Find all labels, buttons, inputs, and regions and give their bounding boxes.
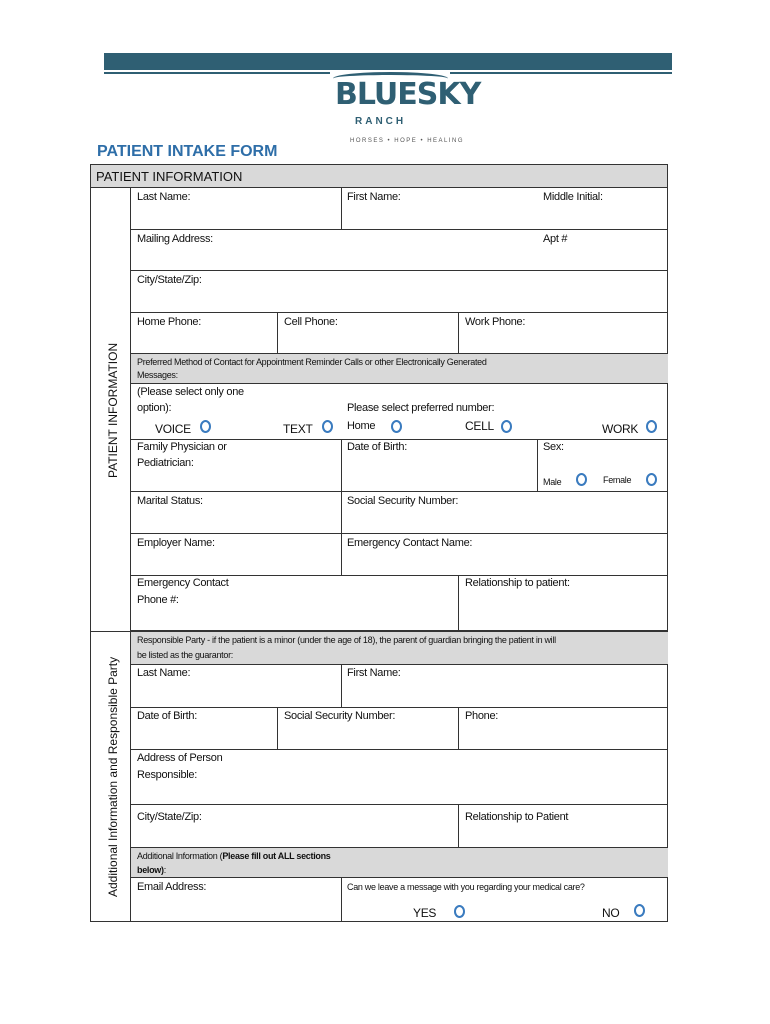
row-responsible-city xyxy=(131,805,668,848)
leave-message-label: Can we leave a message with you regarding your medical care? xyxy=(347,882,585,892)
voice-radio[interactable] xyxy=(200,420,211,433)
header-bar xyxy=(104,53,672,70)
responsible-party-header xyxy=(131,631,668,665)
row-email xyxy=(131,878,668,921)
contact-method-header-line1: Preferred Method of Contact for Appointment Reminder Calls or other Electronically Generated xyxy=(137,357,487,367)
female-radio[interactable] xyxy=(646,473,657,486)
yes-radio[interactable] xyxy=(454,905,465,918)
row-responsible-address xyxy=(131,750,668,805)
cell-radio[interactable] xyxy=(501,420,512,433)
responsible-first-name-label: First Name: xyxy=(347,667,401,679)
emergency-phone-line2: Phone #: xyxy=(137,594,179,606)
no-radio[interactable] xyxy=(634,904,645,917)
home-option-label: Home xyxy=(347,420,376,432)
row-emergency-phone xyxy=(131,576,668,631)
form-title: PATIENT INTAKE FORM xyxy=(97,143,278,160)
select-one-line1: (Please select only one xyxy=(137,386,244,398)
sex-label: Sex: xyxy=(543,441,564,453)
work-radio[interactable] xyxy=(646,420,657,433)
logo-subtitle: RANCH xyxy=(355,116,407,127)
additional-prefix: Additional Information ( xyxy=(137,851,223,861)
responsible-address-line2: Responsible: xyxy=(137,769,197,781)
male-label: Male xyxy=(543,477,562,487)
logo-tagline: HORSES • HOPE • HEALING xyxy=(350,138,465,144)
text-radio[interactable] xyxy=(322,420,333,433)
row-mailing xyxy=(131,230,668,271)
physician-line2: Pediatrician: xyxy=(137,457,194,469)
row-marital xyxy=(131,492,668,534)
row-phones xyxy=(131,313,668,354)
divider xyxy=(341,440,342,492)
last-name-label: Last Name: xyxy=(137,191,191,203)
divider xyxy=(537,440,538,492)
section-header xyxy=(91,165,667,188)
employer-name-label: Employer Name: xyxy=(137,537,215,549)
responsible-last-name-label: Last Name: xyxy=(137,667,191,679)
voice-label: VOICE xyxy=(155,422,191,436)
first-name-label: First Name: xyxy=(347,191,401,203)
home-phone-label: Home Phone: xyxy=(137,316,201,328)
row-physician xyxy=(131,440,668,492)
middle-initial-label: Middle Initial: xyxy=(543,191,603,203)
cell-phone-label: Cell Phone: xyxy=(284,316,338,328)
side-column-responsible xyxy=(90,631,131,921)
cell-option-label: CELL xyxy=(465,419,494,433)
row-responsible-names xyxy=(131,665,668,708)
row-names xyxy=(131,188,668,230)
divider xyxy=(341,878,342,921)
divider xyxy=(341,665,342,708)
responsible-header-line1: Responsible Party - if the patient is a minor (under the age of 18), the parent of guardian bringing the patient in will xyxy=(137,635,556,645)
responsible-relationship-label: Relationship to Patient xyxy=(465,811,569,823)
emergency-phone-line1: Emergency Contact xyxy=(137,577,229,589)
responsible-ssn-label: Social Security Number: xyxy=(284,710,396,722)
divider xyxy=(341,188,342,230)
divider xyxy=(458,708,459,750)
mailing-address-label: Mailing Address: xyxy=(137,233,213,245)
additional-bold: Please fill out ALL sections xyxy=(222,851,331,861)
divider xyxy=(458,576,459,631)
city-state-zip-label: City/State/Zip: xyxy=(137,274,202,286)
side-label-patient: PATIENT INFORMATION xyxy=(106,342,120,478)
work-phone-label: Work Phone: xyxy=(465,316,526,328)
no-label: NO xyxy=(602,906,620,920)
responsible-address-line1: Address of Person xyxy=(137,752,223,764)
row-employer xyxy=(131,534,668,576)
divider xyxy=(277,708,278,750)
side-label-responsible: Additional Information and Responsible Party xyxy=(106,656,120,897)
divider xyxy=(458,805,459,848)
ssn-label: Social Security Number: xyxy=(347,495,459,507)
side-column-patient xyxy=(90,188,131,631)
responsible-phone-label: Phone: xyxy=(465,710,499,722)
logo-wordmark: BLUESKY xyxy=(335,77,481,112)
email-label: Email Address: xyxy=(137,881,207,893)
apt-label: Apt # xyxy=(543,233,568,245)
divider xyxy=(341,534,342,576)
contact-method-header-line2: Messages: xyxy=(137,370,178,380)
additional-suffix: : xyxy=(163,865,166,875)
text-label: TEXT xyxy=(283,422,313,436)
additional-info-header xyxy=(131,848,668,878)
male-radio[interactable] xyxy=(576,473,587,486)
emergency-contact-name-label: Emergency Contact Name: xyxy=(347,537,473,549)
responsible-city-label: City/State/Zip: xyxy=(137,811,202,823)
divider xyxy=(277,313,278,354)
responsible-header-line2: be listed as the guarantor: xyxy=(137,650,233,660)
female-label: Female xyxy=(603,475,632,485)
row-city xyxy=(131,271,668,313)
preferred-number-label: Please select preferred number: xyxy=(347,402,495,414)
select-one-line2: option): xyxy=(137,402,172,414)
row-responsible-dob xyxy=(131,708,668,750)
marital-status-label: Marital Status: xyxy=(137,495,203,507)
relationship-label: Relationship to patient: xyxy=(465,577,570,589)
divider xyxy=(341,492,342,534)
additional-info-line1 xyxy=(137,849,331,863)
dob-label: Date of Birth: xyxy=(347,441,407,453)
work-option-label: WORK xyxy=(602,422,639,436)
additional-info-line2 xyxy=(137,863,166,877)
responsible-dob-label: Date of Birth: xyxy=(137,710,197,722)
section-header-text: PATIENT INFORMATION xyxy=(96,169,243,184)
physician-line1: Family Physician or xyxy=(137,441,227,453)
yes-label: YES xyxy=(413,906,437,920)
divider xyxy=(458,313,459,354)
contact-method-header xyxy=(131,354,668,384)
additional-bold-2: below) xyxy=(137,865,164,875)
home-radio[interactable] xyxy=(391,420,402,433)
